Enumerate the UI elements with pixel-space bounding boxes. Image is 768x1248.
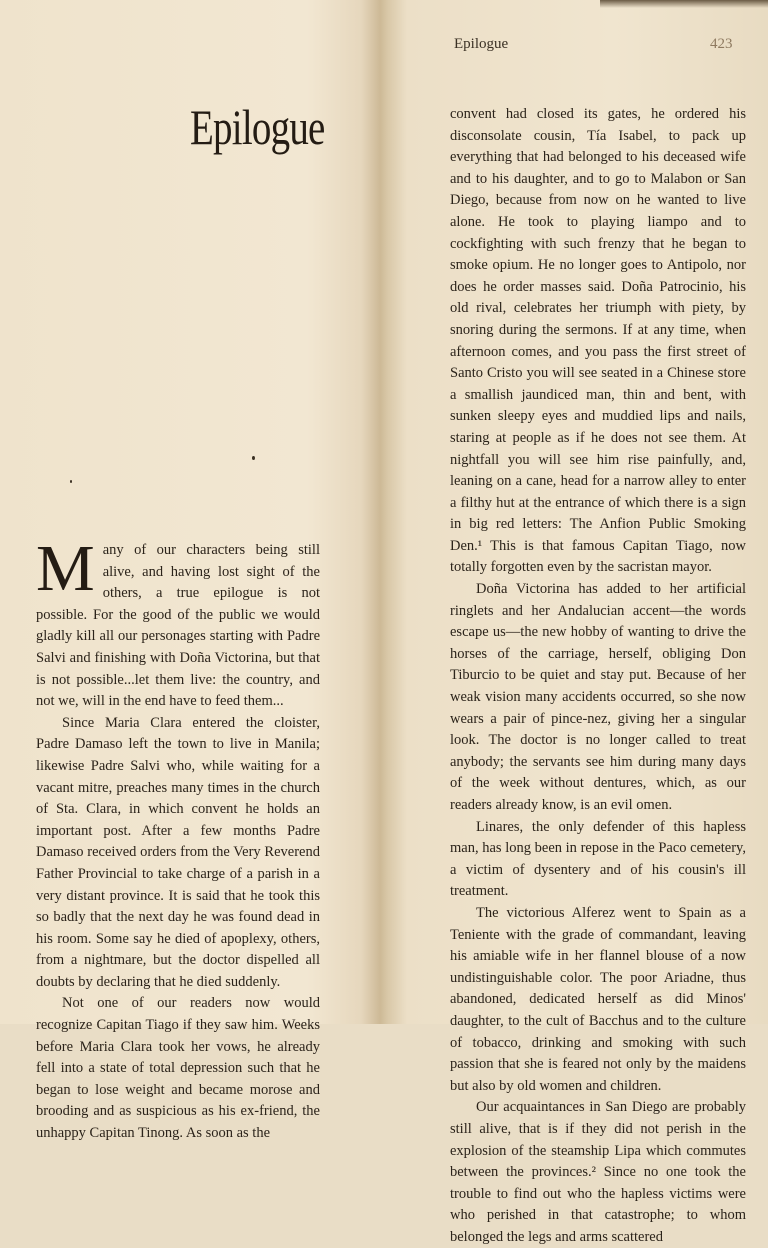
paragraph-5: Our acquaintances in San Diego are probably still alive, that is if they did not perish in the explosion of the steamship Lipa which commutes between the provinces.² Since no one took the trouble to find out who the hapless victims were who perished in that catastrophe; to whom belonged the legs and arms scattered <box>450 1099 746 1245</box>
paragraph-1: Many of our characters being still alive, and having lost sight of the others, a true epilogue is not possible. For the good of the public we would gladly kill all our personages starting with Padre Salvi and finishing with Doña Victorina, but that is not possible...let them live: the country, and not we, will in the end have to feed them... <box>36 532 320 710</box>
chapter-title: Epilogue <box>190 99 325 155</box>
page-number: 423 <box>710 36 733 52</box>
paragraph-2: Since Maria Clara entered the cloister, Padre Damaso left the town to live in Manila; likewise Padre Salvi who, while waiting for a vacant mitre, preaches many times in the church of Sta. Clara, in which convent he holds an important post. After a few months Padre Damaso received orders from the Very Reverend Father Provincial to take charge of a parish in a very distant province. It is said that he took this so badly that the next day he was found dead in his room. Some say he died of apoplexy, others, from a nightmare, but the doctor dispelled all doubts by declaring that he died suddenly. <box>36 714 320 990</box>
paragraph-4: The victorious Alferez went to Spain as a Teniente with the grade of commandant, leaving his amiable wife in her flannel blouse of a now undistinguishable color. The poor Ariadne, thus abandoned, dedicated herself as did Minos' daughter, to the cult of Bacchus and to the culture of tobacco, drinking and smoking with such passion that she is feared not only by the maidens but also by old women and children. <box>450 904 746 1094</box>
paragraph-3: Not one of our readers now would recognize Capitan Tiago if they saw him. Weeks before Maria Clara took her vows, he already fell into a state of total depression such that he began to lose weight and became morose and brooding and as suspicious as his ex-friend, the unhappy Capitan Tinong. As soon as the <box>36 995 320 1142</box>
left-page-body <box>36 532 320 1145</box>
right-page-body <box>450 104 746 1248</box>
drop-cap: M <box>36 532 95 605</box>
ink-speck <box>252 456 255 460</box>
left-page <box>0 0 384 1142</box>
right-page <box>384 0 768 1245</box>
running-head: Epilogue <box>454 36 509 52</box>
paragraph-2: Doña Victorina has added to her artificial ringlets and her Andalucian accent—the words escape us—the new hobby of wanting to drive the horses of the carriage, herself, obliging Don Tiburcio to be quiet and stay put. Because of her weak vision many accidents occurred, so she now wears a pair of pince-nez, giving her a singular look. The doctor is no longer called to treat anybody; the servants see him during many days of the week without dentures, which, as our readers already know, is an evil omen. <box>450 581 746 813</box>
ink-speck <box>70 480 72 483</box>
paragraph-3: Linares, the only defender of this hapless man, has long been in repose in the Paco cemetery, a victim of dysentery and of his cousin's ill treatment. <box>450 818 746 900</box>
paragraph-1: convent had closed its gates, he ordered his disconsolate cousin, Tía Isabel, to pack up everything that had belonged to his deceased wife and to his daughter, and to go to Malabon or San Diego, because from now on he wanted to live alone. He took to playing liampo and to cockfighting with such frenzy that he began to smoke opium. He no longer goes to Antipolo, nor does he order masses said. Doña Patrocinio, his old rival, celebrates her triumph with piety, by snoring during the sermons. If at any time, when afternoon comes, and you pass the first street of Santo Cristo you will see seated in a Chinese store a smallish jaundiced man, thin and bent, with sunken sleepy eyes and muddied lips and nails, staring at people as if he does not see them. At nightfall you will see him rise painfully, and, leaning on a cane, head for a narrow alley to enter a filthy hut at the entrance of which there is a sign in big red letters: The Anfion Public Smoking Den.¹ This is that famous Capitan Tiago, now totally forgotten even by the sacristan mayor. <box>450 106 746 576</box>
